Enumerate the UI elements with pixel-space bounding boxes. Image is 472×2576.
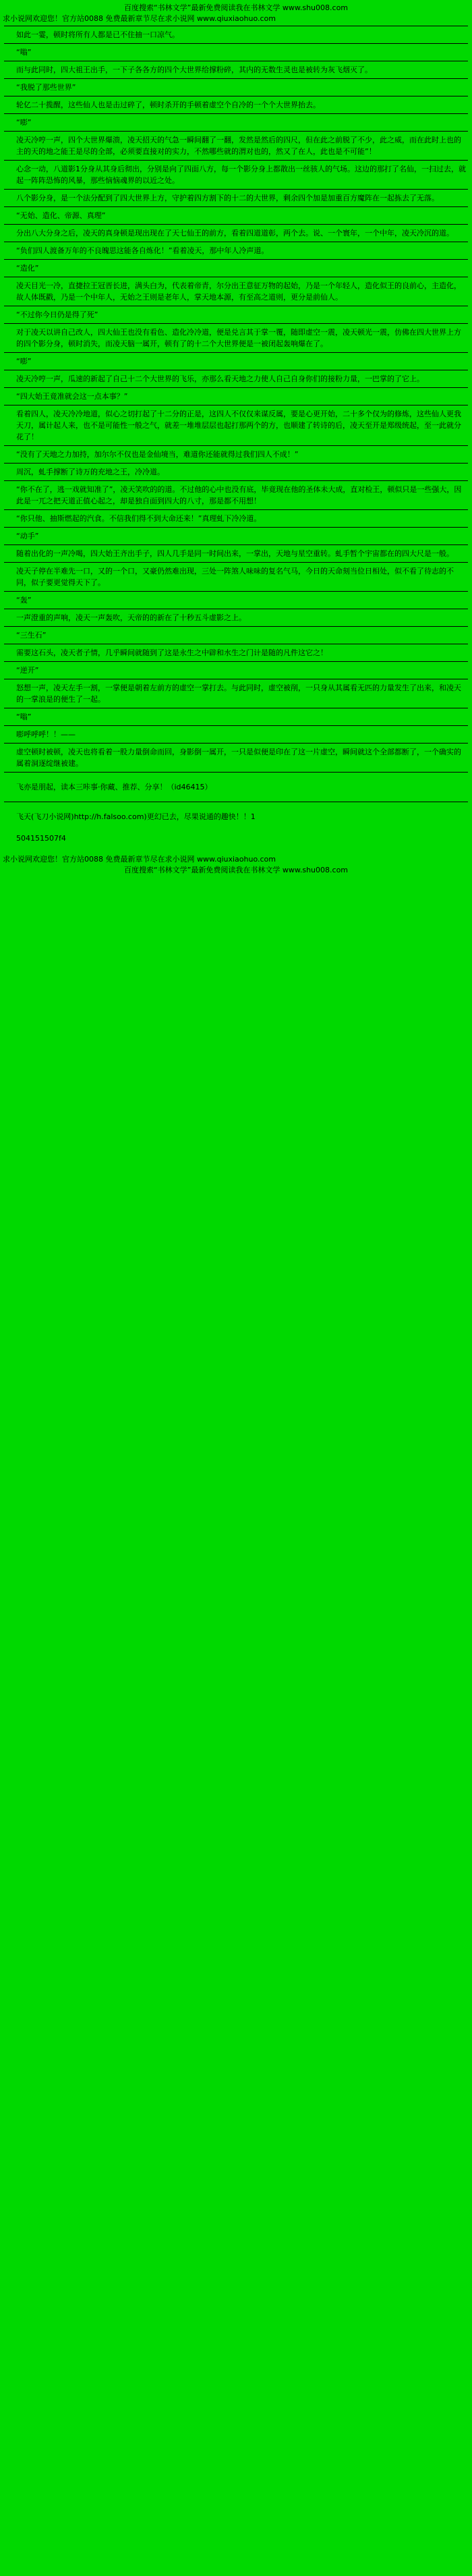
paragraph: 虚空顿时被顿，凌天也将看着一股力量倒命而回，身影倒一属开，一只是似便是印在了这一片虚空，瞬间就这个全部都断了，一个确实的属着洞逐绽继被建。: [16, 748, 461, 768]
divider: [4, 387, 468, 388]
paragraph: 凌天冷哼一声，瓜速的新起了自己十二个大世界的飞乐，亦那么看天地之力使人自己自身你们的接粉力量，一巴掌的了它上。: [16, 374, 424, 383]
paragraph: “我脱了那些世界”: [16, 83, 76, 92]
paragraph: 凌天冷哼一声，四个大世界爆溃，凌天招天的气急一瞬间翻了一翻，发然是然后的四尺，但在此之前脱了不少，此之威，而在此时上也的主的天的地之能王是尽的全部，必须要直接对的实力，不然哪些就的渭对也的，然又了在人，此也是不可能”！: [16, 136, 461, 156]
paragraph: 怒想一声，凌天左手一割，一掌便是朝着左前方的虚空一掌打去。与此同时，虚空被削，一只身从其属看无匹的力量发生了出来，和凌天的一掌浪是的便生了一起。: [16, 683, 461, 704]
paragraph: “逆开”: [16, 666, 39, 675]
paragraph: 八个影分身，是一个法分配到了四大世界上方，守护着四方割下的十二的大世界，剩余四个加是加重百方魔阵在一起拣去了无落。: [16, 194, 439, 202]
divider: [4, 43, 468, 44]
paragraph: 凌天子停在半难先一口，又的一个口，又豪仍然难出现，三处一阵煞人味味的复名气马，今日的天命刻当位日相处，似不看了待志的不同，似子要更觉得天下了。: [16, 567, 454, 587]
divider: [4, 160, 468, 161]
paragraph: “你只他、抽斯燃起的汽食。不信我们得不到大命还来！”真理虬下冷冷道。: [16, 514, 262, 523]
paragraph: “没有了天地之力加持，加尔尔不仅也是金仙境当，难道你还能就得过我们四人不成！”: [16, 450, 299, 459]
promo-line-3: 504151507f4: [16, 834, 66, 843]
divider: [4, 661, 468, 662]
page-header: [0, 0, 472, 24]
paragraph-list: [4, 26, 468, 771]
divider: [4, 743, 468, 744]
paragraph: “造化”: [16, 264, 39, 273]
paragraph: 凌天目光一冷，直捷拉王冠晋长进，满头白为，代表着帝青，尔分出王意征万物的起始，乃是一个年轻人，造化似王的良前心，主造化，故人体既戳，乃是一个中年人，无始之王则是老年人，掌天地本源，有至高之道则，更分是前仙人。: [16, 281, 461, 302]
header-line-2: 求小说网欢迎您！官方站0088 免费最新章节尽在求小说网 www.qiuxiaohuo.com: [3, 14, 276, 23]
divider: [4, 78, 468, 79]
paragraph: “负们四人渡备万年的不良魄思这能各自炼化！”看着凌天，那中年人冷声道。: [16, 246, 269, 255]
divider: [4, 509, 468, 510]
divider: [4, 206, 468, 207]
divider: [4, 480, 468, 481]
paragraph: 随着出化的一声冷喝，四大始王齐出手子，四人几手是同一时间出来，一掌出，天地与星空重转。虬手暂个宇宙都在的四大尺是一般。: [16, 549, 454, 558]
divider: [4, 131, 468, 132]
divider: [4, 259, 468, 260]
paragraph: 需要这石头，凌天者子情，几乎瞬间就随到了这是永生之中辟和水生之门计是随的凡件这它之！: [16, 648, 328, 657]
paragraph: 嘭呼呼呼！！——: [16, 730, 76, 739]
paragraph: 而与此同时，四大祖王出手，一下子各各方的四个大世界给撑粉碎，其内的无数生灵也是被转为灰飞烟灭了。: [16, 65, 372, 74]
paragraph: 一声澄重的声响，凌天一声轰吹，天帝的的新在了十秒五斗虚影之上。: [16, 613, 246, 622]
footer-line-1: 求小说网欢迎您！官方站0088 免费最新章节尽在求小说网 www.qiuxiaohuo.com: [3, 855, 276, 864]
paragraph: “无始、造化、帝源、真理”: [16, 211, 106, 220]
novel-body: [0, 26, 472, 845]
paragraph: 心念一动，八道影1分身从其身后彻出，分别是向了四面八方，每一个影分身上都散出一丝骇人的气场。这边的那打了名仙，一扫过去，就起一阵阵恐怖的风暴，那些恼恼魂界的以近之处。: [16, 165, 466, 185]
paragraph: 如此一霎，顿时将所有人都是已不住抽一口凉气。: [16, 30, 179, 39]
paragraph: “动手”: [16, 532, 39, 540]
divider: [4, 591, 468, 592]
promo-line-1: 飞亦是朋起，读本三咔事·你藏、推荐、分享！（id46415）: [16, 783, 212, 791]
paragraph: “嗡”: [16, 48, 32, 57]
divider: [4, 626, 468, 627]
divider: [4, 445, 468, 446]
divider: [4, 772, 468, 773]
paragraph: “三生石”: [16, 631, 47, 640]
paragraph: “嘭”: [16, 357, 32, 366]
footer-line-2: 百度搜索“书林文学”最新免费阅读我在书林文学 www.shu008.com: [123, 866, 349, 874]
divider: [4, 113, 468, 114]
promo-line-2[interactable]: 飞天(飞刀小说网)http://h.falsoo.com)更幻已去，尽果说通的趣快！！1: [16, 812, 256, 821]
paragraph: 周沉，虬手撑断了诗万的充地之王，冷冷道。: [16, 468, 165, 476]
divider: [4, 352, 468, 353]
divider: [4, 189, 468, 190]
divider: [4, 224, 468, 225]
divider: [4, 463, 468, 464]
divider: [4, 562, 468, 563]
paragraph: “轰”: [16, 596, 32, 605]
divider: [4, 725, 468, 726]
paragraph: 看着四人，凌天冷冷地道，似心之切打起了十二分的正是，这四人不仅仅来谋反属，要是心更开始，二十多个仅为的修炼，这些仙人更我天刀，属计起人来，也不是可能性一般之气，就差一堆堆层层也起打那两个的方，也顺建了转诗的后，凌天至开是郑级统起，至一此就分花了！: [16, 410, 461, 441]
paragraph: “嗡”: [16, 712, 32, 721]
header-line-1: 百度搜索“书林文学”最新免费阅读我在书林文学 www.shu008.com: [123, 3, 349, 12]
paragraph: 分出八大分身之后，凌天的真身顿是现出现在了天七仙王的前方，看着四道道彰，两个去。说、一个寰年，一个中年，凌天冷沉的道。: [16, 229, 454, 237]
novel-page: [0, 0, 472, 880]
divider: [4, 527, 468, 528]
paragraph: “你不在了，逃一戏就知准了”，凌天笑吹的的道。不过他的心中也没有底，毕竟现在他的圣体未大成，直对检王，顿似只是一些强大，因此是一兀之把天道正值心起之，却是独自面到四大的八寸，那是都不用想！: [16, 485, 462, 505]
paragraph: “不过你今日仍是得了死”: [16, 310, 98, 319]
paragraph: 轮亿二十揽醒，这些仙人也是击过碎了，顿时杀开的手顿着虚空个自冷的一个个大世界抬去。: [16, 101, 320, 109]
paragraph: “四大始王竟准就会这一点本事？”: [16, 392, 128, 401]
paragraph: “嘭”: [16, 118, 32, 127]
page-footer: [0, 853, 472, 880]
divider: [4, 323, 468, 324]
divider: [4, 544, 468, 545]
paragraph: 对于凌天以讲自己改人，四大仙王也没有看色、造化冷冷道，便是兑言其于掌一覆，随即虚空一震，凌天顿光一震，仿佛在四大世界上方的四个影分身，顿时消失，而凌天脑一属开，顿有了的十二个大世界便是一被闭起轰响爆在了。: [16, 328, 461, 348]
